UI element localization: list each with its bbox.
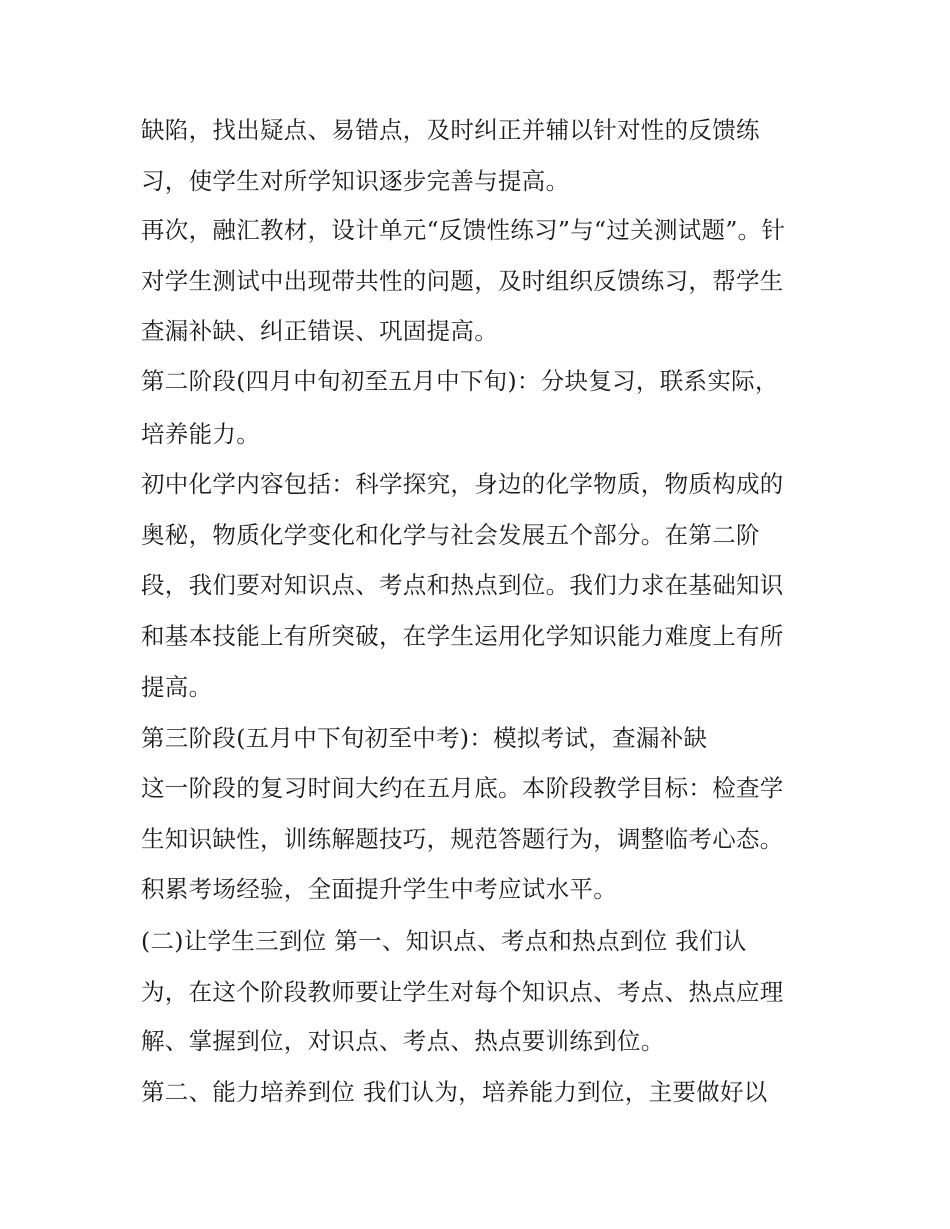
text-line: 第二阶段(四月中旬初至五月中下旬)：分块复习，联系实际， xyxy=(141,367,779,395)
text-line: 为，在这个阶段教师要让学生对每个知识点、考点、热点应理 xyxy=(141,978,784,1006)
text-line: 第三阶段(五月中下旬初至中考)：模拟考试，查漏补缺 xyxy=(141,724,708,752)
text-line: 习，使学生对所学知识逐步完善与提高。 xyxy=(141,167,570,195)
text-line: 初中化学内容包括：科学探究，身边的化学物质，物质构成的 xyxy=(141,470,784,498)
text-line: 和基本技能上有所突破，在学生运用化学知识能力难度上有所 xyxy=(141,622,784,650)
text-line: 提高。 xyxy=(141,673,213,701)
text-line: 查漏补缺、纠正错误、巩固提高。 xyxy=(141,317,498,345)
text-line: 对学生测试中出现带共性的问题，及时组织反馈练习，帮学生 xyxy=(141,267,784,295)
text-line: 段，我们要对知识点、考点和热点到位。我们力求在基础知识 xyxy=(141,571,784,599)
text-line: 缺陷，找出疑点、易错点，及时纠正并辅以针对性的反馈练 xyxy=(141,116,760,144)
text-line: 积累考场经验，全面提升学生中考应试水平。 xyxy=(141,875,617,903)
text-line: 这一阶段的复习时间大约在五月底。本阶段教学目标：检查学 xyxy=(141,774,784,802)
text-line: 解、掌握到位，对识点、考点、热点要训练到位。 xyxy=(141,1027,665,1055)
text-line: 奥秘，物质化学变化和化学与社会发展五个部分。在第二阶 xyxy=(141,521,760,549)
text-line: (二)让学生三到位 第一、知识点、考点和热点到位 我们认 xyxy=(141,927,747,955)
text-line: 生知识缺性，训练解题技巧，规范答题行为，调整临考心态。 xyxy=(141,825,784,853)
text-line: 第二、能力培养到位 我们认为，培养能力到位，主要做好以 xyxy=(141,1078,768,1106)
text-line: 再次，融汇教材，设计单元“反馈性练习”与“过关测试题”。针 xyxy=(141,216,786,244)
text-line: 培养能力。 xyxy=(141,420,260,448)
